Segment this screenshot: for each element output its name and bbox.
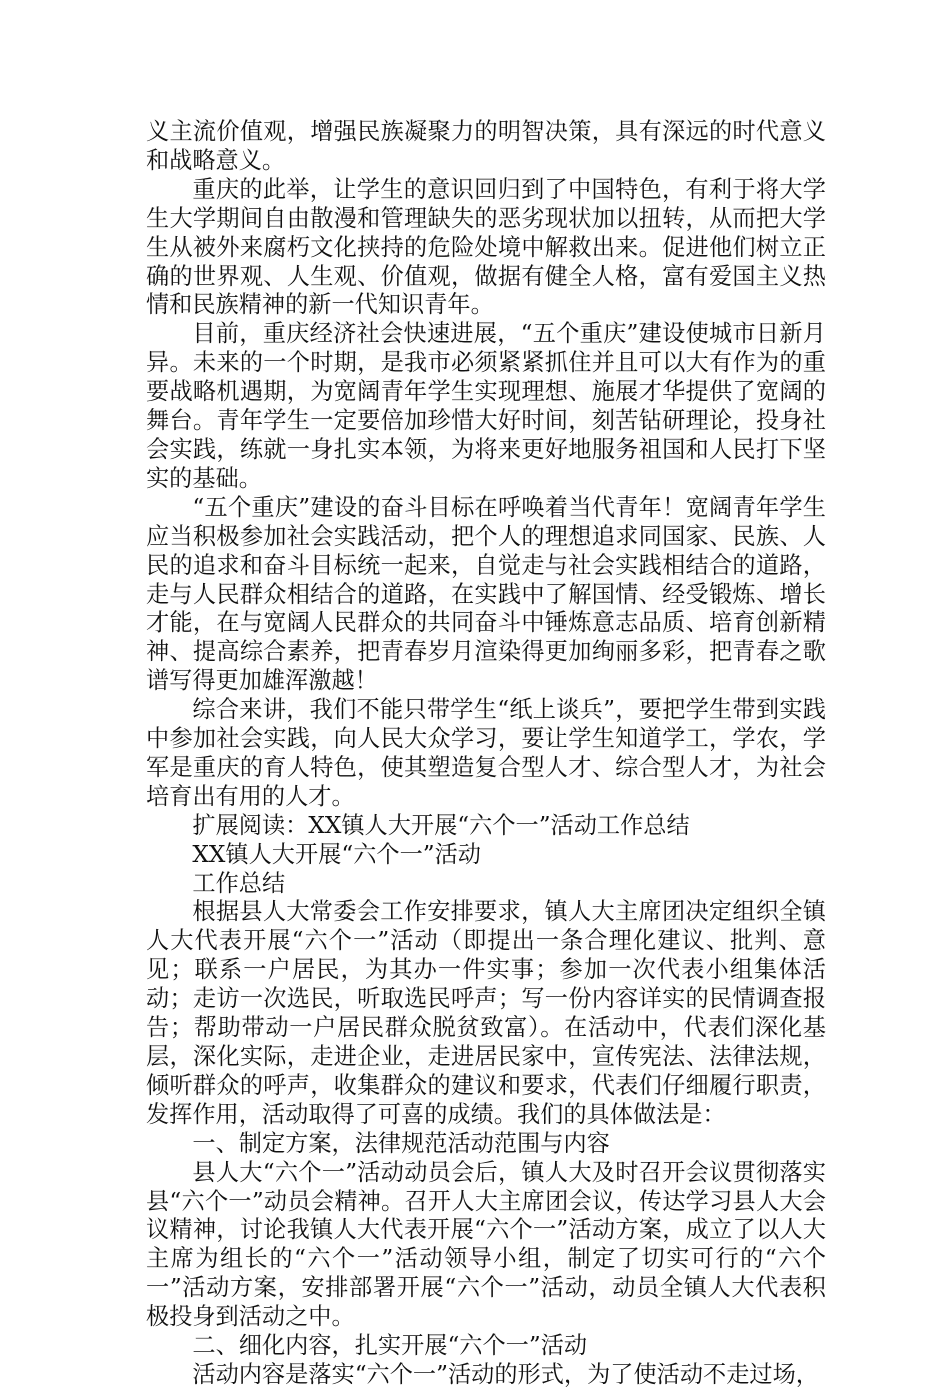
- paragraph-3: 目前，重庆经济社会快速进展，“五个重庆”建设使城市日新月异。未来的一个时期，是我市必须紧紧抓住并且可以大有作为的重要战略机遇期，为宽阔青年学生实现理想、施展才华提供了宽阔的舞台。青年学生一定要倍加珍惜大好时间，刻苦钻研理论，投身社会实践，练就一身扎实本领，为将来更好地服务祖国和人民打下坚实的基础。: [146, 320, 826, 492]
- paragraph-5: 综合来讲，我们不能只带学生“纸上谈兵”，要把学生带到实践中参加社会实践，向人民大众学习，要让学生知道学工，学农，学军是重庆的育人特色，使其塑造复合型人才、综合型人才，为社会培育出有用的人才。: [146, 696, 826, 810]
- section-subtitle: 工作总结: [192, 869, 286, 897]
- paragraph-4: “五个重庆”建设的奋斗目标在呼唤着当代青年！宽阔青年学生应当积极参加社会实践活动，把个人的理想追求同国家、民族、人民的追求和奋斗目标统一起来，自觉走与社会实践相结合的道路，走与人民群众相结合的道路，在实践中了解国情、经受锻炼、增长才能，在与宽阔人民群众的共同奋斗中锤炼意志品质、培育创新精神、提高综合素养，把青春岁月渲染得更加绚丽多彩，把青春之歌谱写得更加雄浑激越！: [146, 493, 826, 695]
- paragraph-8: 活动内容是落实“六个一”活动的形式，为了使活动不走过场，: [192, 1360, 819, 1388]
- heading-1: 一、制定方案，法律规范活动范围与内容: [192, 1129, 610, 1157]
- paragraph-2: 重庆的此举，让学生的意识回归到了中国特色，有利于将大学生大学期间自由散漫和管理缺失的恶劣现状加以扭转，从而把大学生从被外来腐朽文化挟持的危险处境中解救出来。促进他们树立正确的世界观、人生观、价值观，做据有健全人格，富有爱国主义热情和民族精神的新一代知识青年。: [146, 175, 826, 319]
- heading-2: 二、细化内容，扎实开展“六个一”活动: [192, 1332, 588, 1360]
- extended-reading-title: 扩展阅读：XX镇人大开展“六个一”活动工作总结: [192, 811, 690, 839]
- paragraph-6: 根据县人大常委会工作安排要求，镇人大主席团决定组织全镇人大代表开展“六个一”活动（即提出一条合理化建议、批判、意见；联系一户居民，为其办一件实事；参加一次代表小组集体活动；走访一次选民，听取选民呼声；写一份内容详实的民情调查报告；帮助带动一户居民群众脱贫致富）。在活动中，代表们深化基层，深化实际，走进企业，走进居民家中，宣传宪法、法律法规，倾听群众的呼声，收集群众的建议和要求，代表们仔细履行职责，发挥作用，活动取得了可喜的成绩。我们的具体做法是：: [146, 898, 826, 1128]
- document-body: [146, 118, 826, 1390]
- paragraph-7: 县人大“六个一”活动动员会后，镇人大及时召开会议贯彻落实县“六个一”动员会精神。召开人大主席团会议，传达学习县人大会议精神，讨论我镇人大代表开展“六个一”活动方案，成立了以人大主席为组长的“六个一”活动领导小组，制定了切实可行的“六个一”活动方案，安排部署开展“六个一”活动，动员全镇人大代表积极投身到活动之中。: [146, 1158, 826, 1331]
- paragraph-1: 义主流价值观，增强民族凝聚力的明智决策，具有深远的时代意义和战略意义。: [146, 118, 826, 174]
- section-title: XX镇人大开展“六个一”活动: [192, 840, 481, 868]
